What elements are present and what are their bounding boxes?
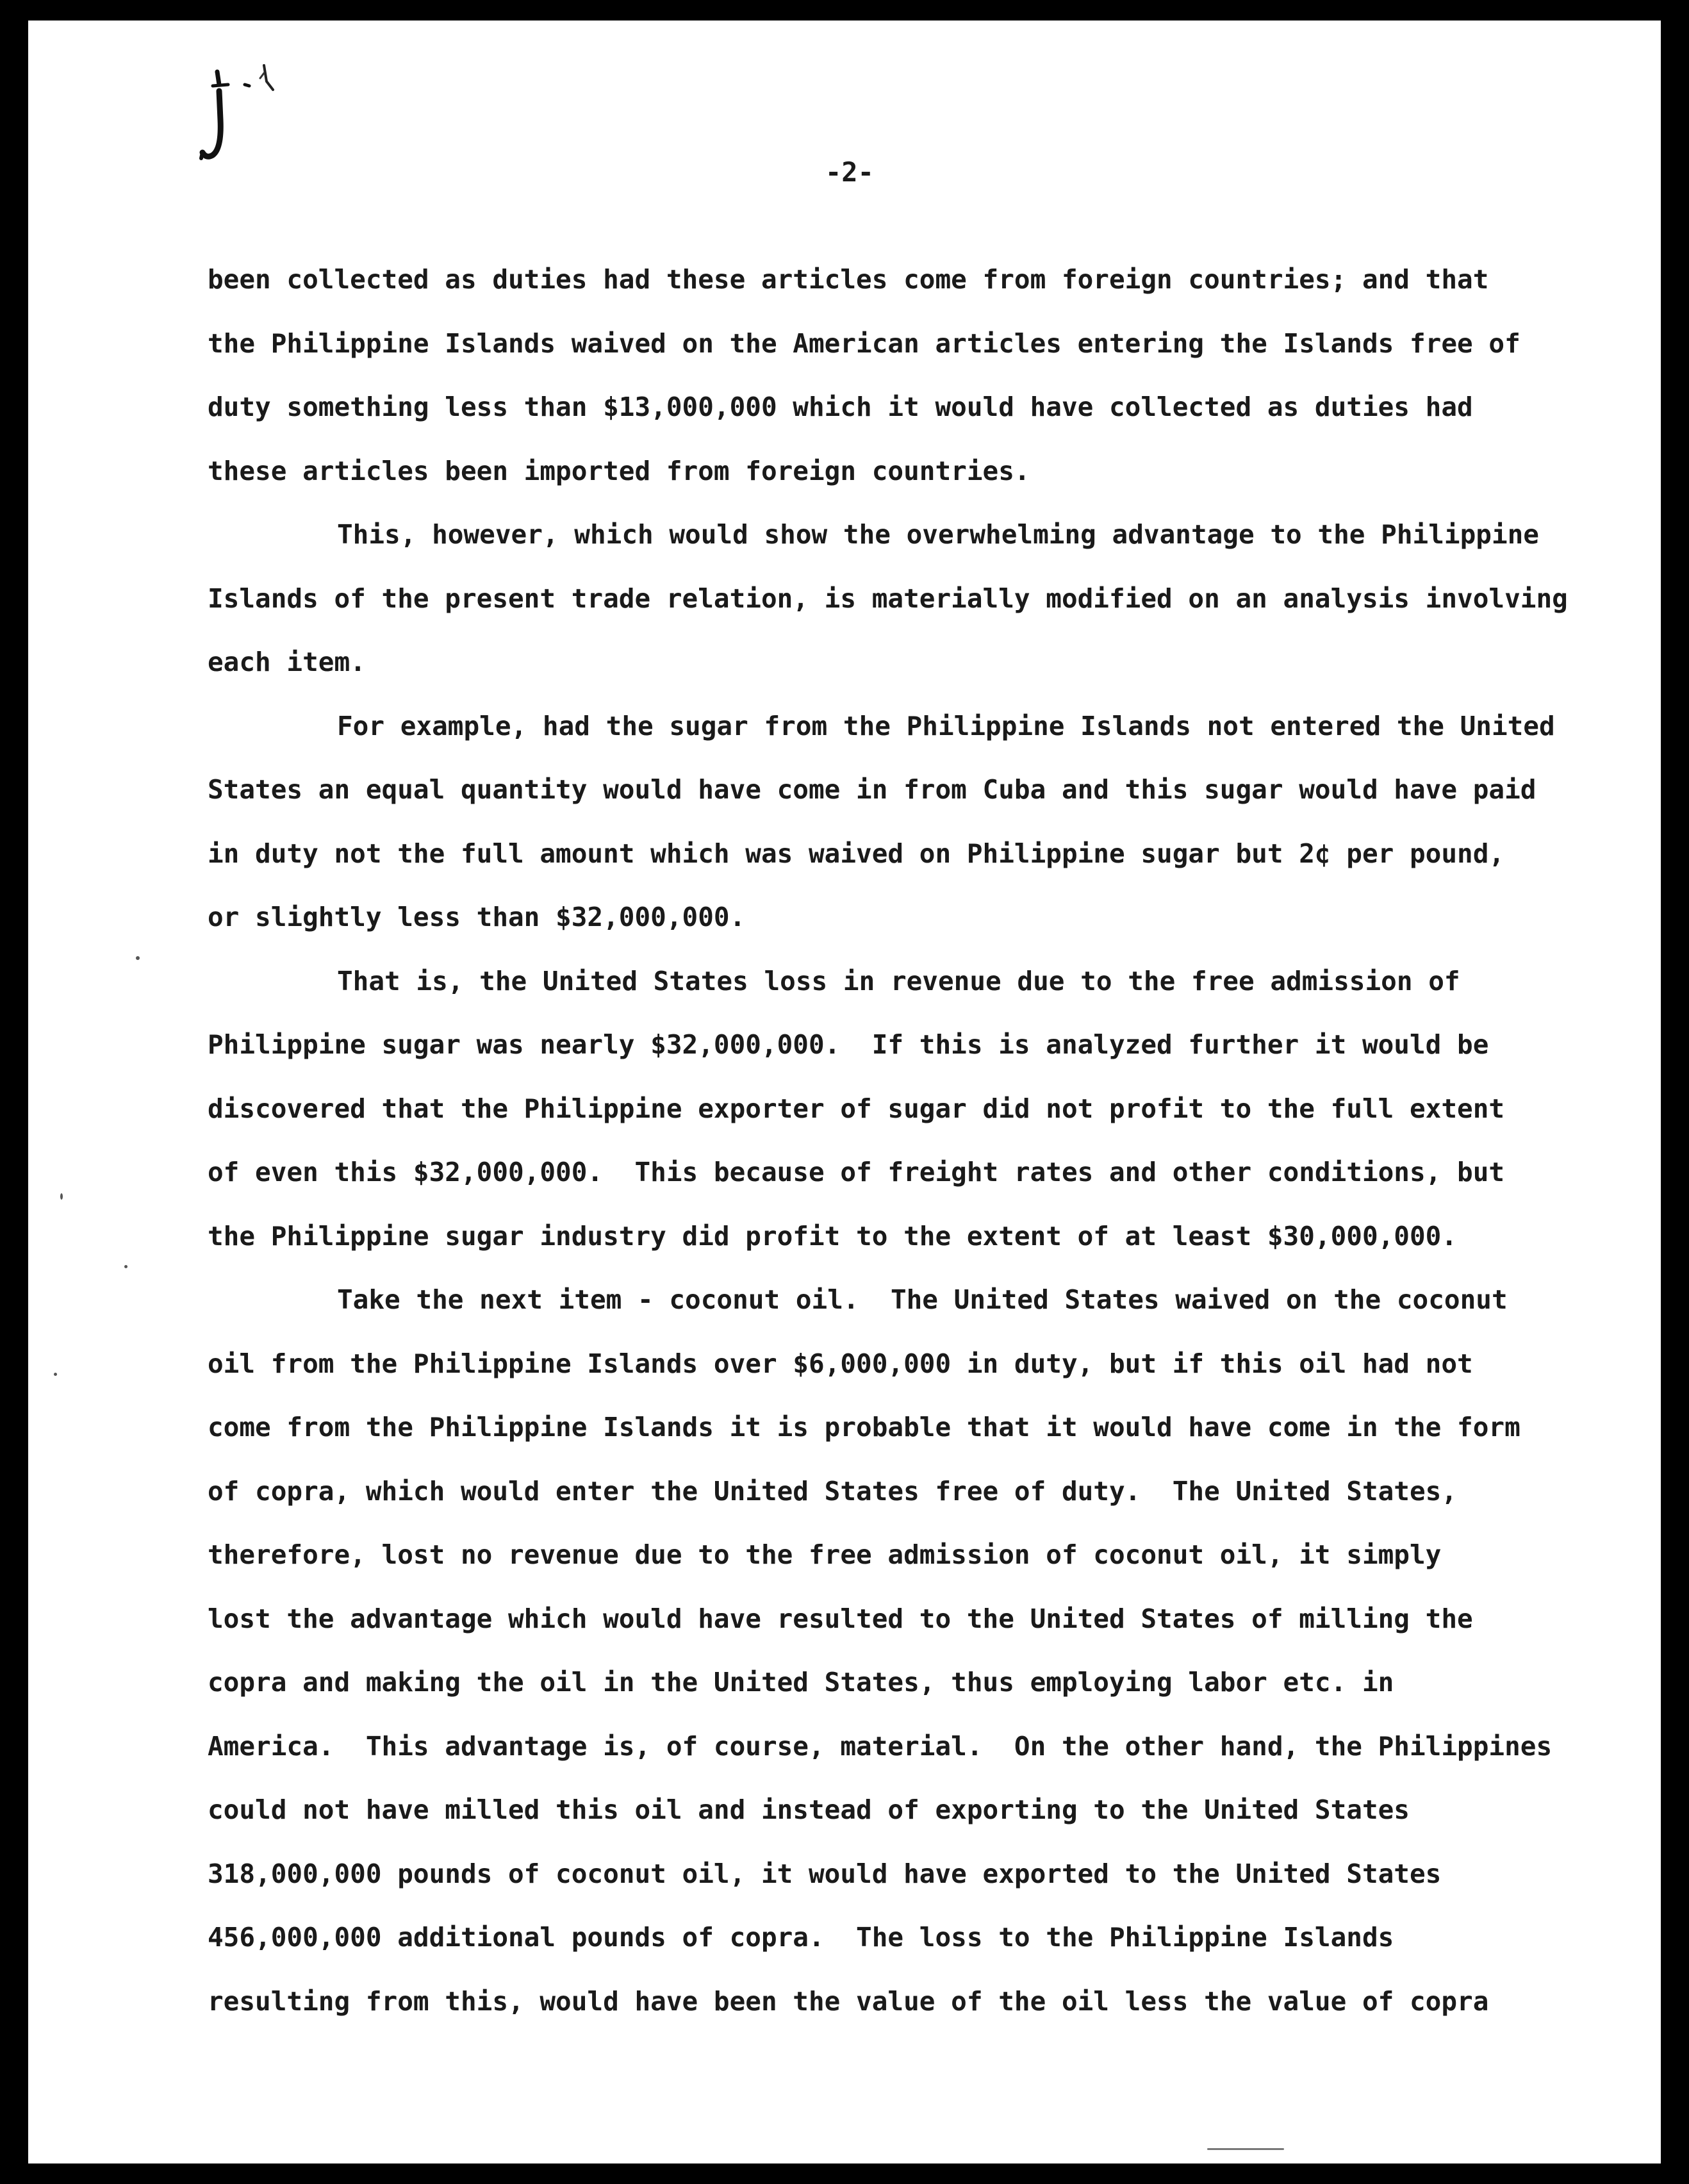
text-line: Take the next item - coconut oil. The United States waived on the coconut [337,1284,1508,1315]
text-line: 318,000,000 pounds of coconut oil, it would have exported to the United States [208,1858,1442,1889]
text-line: in duty not the full amount which was waived on Philippine sugar but 2¢ per pound, [208,838,1505,869]
text-line: been collected as duties had these articles come from foreign countries; and that [208,264,1489,295]
text-line: 456,000,000 additional pounds of copra. The loss to the Philippine Islands [208,1922,1394,1953]
text-line: oil from the Philippine Islands over $6,000,000 in duty, but if this oil had not [208,1348,1473,1379]
text-line: That is, the United States loss in revenue due to the free admission of [337,965,1460,997]
text-line: come from the Philippine Islands it is probable that it would have come in the form [208,1412,1520,1443]
text-line: duty something less than $13,000,000 which it would have collected as duties had [208,392,1473,422]
text-line: or slightly less than $32,000,000. [208,902,746,932]
text-line: Philippine sugar was nearly $32,000,000. If this is analyzed further it would be [208,1029,1489,1060]
text-line: of even this $32,000,000. This because of freight rates and other conditions, but [208,1157,1505,1187]
text-line: therefore, lost no revenue due to the free admission of coconut oil, it simply [208,1539,1442,1570]
text-line: could not have milled this oil and instead of exporting to the United States [208,1794,1410,1825]
page-number: -2- [825,156,874,188]
text-line: discovered that the Philippine exporter of sugar did not profit to the full extent [208,1093,1505,1124]
handwritten-mark-icon [188,59,278,181]
text-line: these articles been imported from foreign countries. [208,455,1030,486]
text-line: States an equal quantity would have come in from Cuba and this sugar would have paid [208,774,1537,805]
text-line: lost the advantage which would have resulted to the United States of milling the [208,1603,1473,1634]
text-line: This, however, which would show the overwhelming advantage to the Philippine [337,519,1539,550]
text-line: America. This advantage is, of course, material. On the other hand, the Philippines [208,1730,1553,1762]
body-text [208,248,1643,2033]
text-line: the Philippine sugar industry did profit to the extent of at least $30,000,000. [208,1220,1458,1252]
text-line: each item. [208,647,366,677]
text-line: the Philippine Islands waived on the American articles entering the Islands free of [208,327,1520,359]
text-line: Islands of the present trade relation, is materially modified on an analysis involving [208,583,1568,614]
paper-speck [54,1373,57,1376]
text-line: copra and making the oil in the United States, thus employing labor etc. in [208,1667,1394,1698]
text-line: resulting from this, would have been the value of the oil less the value of copra [208,1985,1489,2017]
text-line: For example, had the sugar from the Philippine Islands not entered the United [337,710,1555,741]
paper-speck [60,1193,63,1200]
paper-speck [1207,2148,1284,2150]
text-line: of copra, which would enter the United States free of duty. The United States, [208,1475,1458,1507]
document-page [28,21,1661,2163]
paper-speck [124,1265,128,1268]
paper-speck [136,956,140,960]
